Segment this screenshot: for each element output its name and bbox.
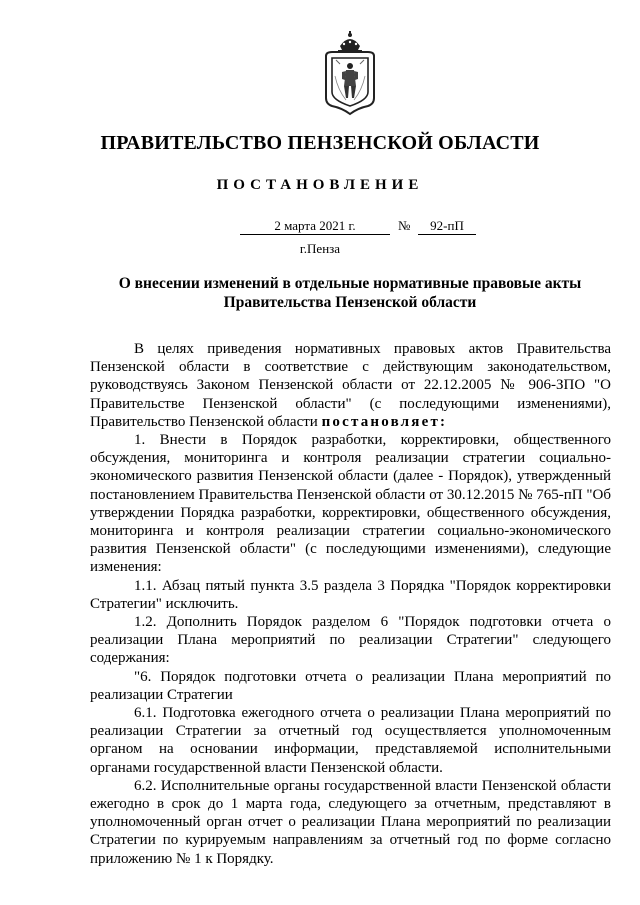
document-date: 2 марта 2021 г. [240,217,390,235]
document-subject [100,274,600,312]
subject-line-2: Правительства Пензенской области [223,294,477,311]
document-number: 92-пП [418,217,476,235]
document-place: г.Пенза [299,241,341,256]
paragraph-item-1-2: 1.2. Дополнить Порядок разделом 6 "Порядок подготовки отчета о реализации Плана мероприятий по реализации Стратегии" следующего содержания: [90,614,611,667]
preamble-text: В целях приведения нормативных правовых актов Правительства Пензенской области в соответствие с действующим законодательством, руководствуясь Законом Пензенской области от 22.12.2005 № 906-ЗПО "О Правительстве Пензенской области" (с последующими изменениями), Правительство Пензенской области [90,341,611,430]
date-number-line [240,217,490,237]
document-body [90,340,611,868]
paragraph-preamble [90,340,611,431]
number-sign: № [398,218,411,233]
penza-coat-of-arms-icon [318,30,382,116]
paragraph-item-1: 1. Внести в Порядок разработки, корректировки, общественного обсуждения, мониторинга и контроля реализации стратегии социально-экономического развития Пензенской области (далее - Порядок), утвержденный постановлением Правительства Пензенской области от 30.12.2015 № 765-пП "Об утверждении Порядка разработки, корректировки, общественного обсуждения, мониторинга и контроля реализации стратегии социально-экономического развития Пензенской области" (с последующими изменениями), следующие изменения: [90,432,611,576]
subject-line-1: О внесении изменений в отдельные нормативные правовые акты [118,275,582,292]
document-type: ПОСТАНОВЛЕНИЕ [216,177,424,193]
organization-name: ПРАВИТЕЛЬСТВО ПЕНЗЕНСКОЙ ОБЛАСТИ [100,132,540,154]
paragraph-item-6-2: 6.2. Исполнительные органы государственной власти Пензенской области ежегодно в срок до 1 марта года, следующего за отчетным, представляют в уполномоченный орган отчет о реализации Плана мероприятий по реализации Стратегии по курируемым направлениям за отчетный год по форме согласно приложению № 1 к Порядку. [90,777,611,867]
paragraph-item-6-1: 6.1. Подготовка ежегодного отчета о реализации Плана мероприятий по реализации Стратегии за отчетный год осуществляется уполномоченным органом на основании информации, представляемой исполнительными органами государственной власти Пензенской области. [90,705,611,776]
decree-word: постановляет: [321,413,448,430]
paragraph-item-1-1: 1.1. Абзац пятый пункта 3.5 раздела 3 Порядка "Порядок корректировки Стратегии" исключить. [90,577,611,612]
paragraph-section-6-title: "6. Порядок подготовки отчета о реализации Плана мероприятий по реализации Стратегии [90,668,611,703]
